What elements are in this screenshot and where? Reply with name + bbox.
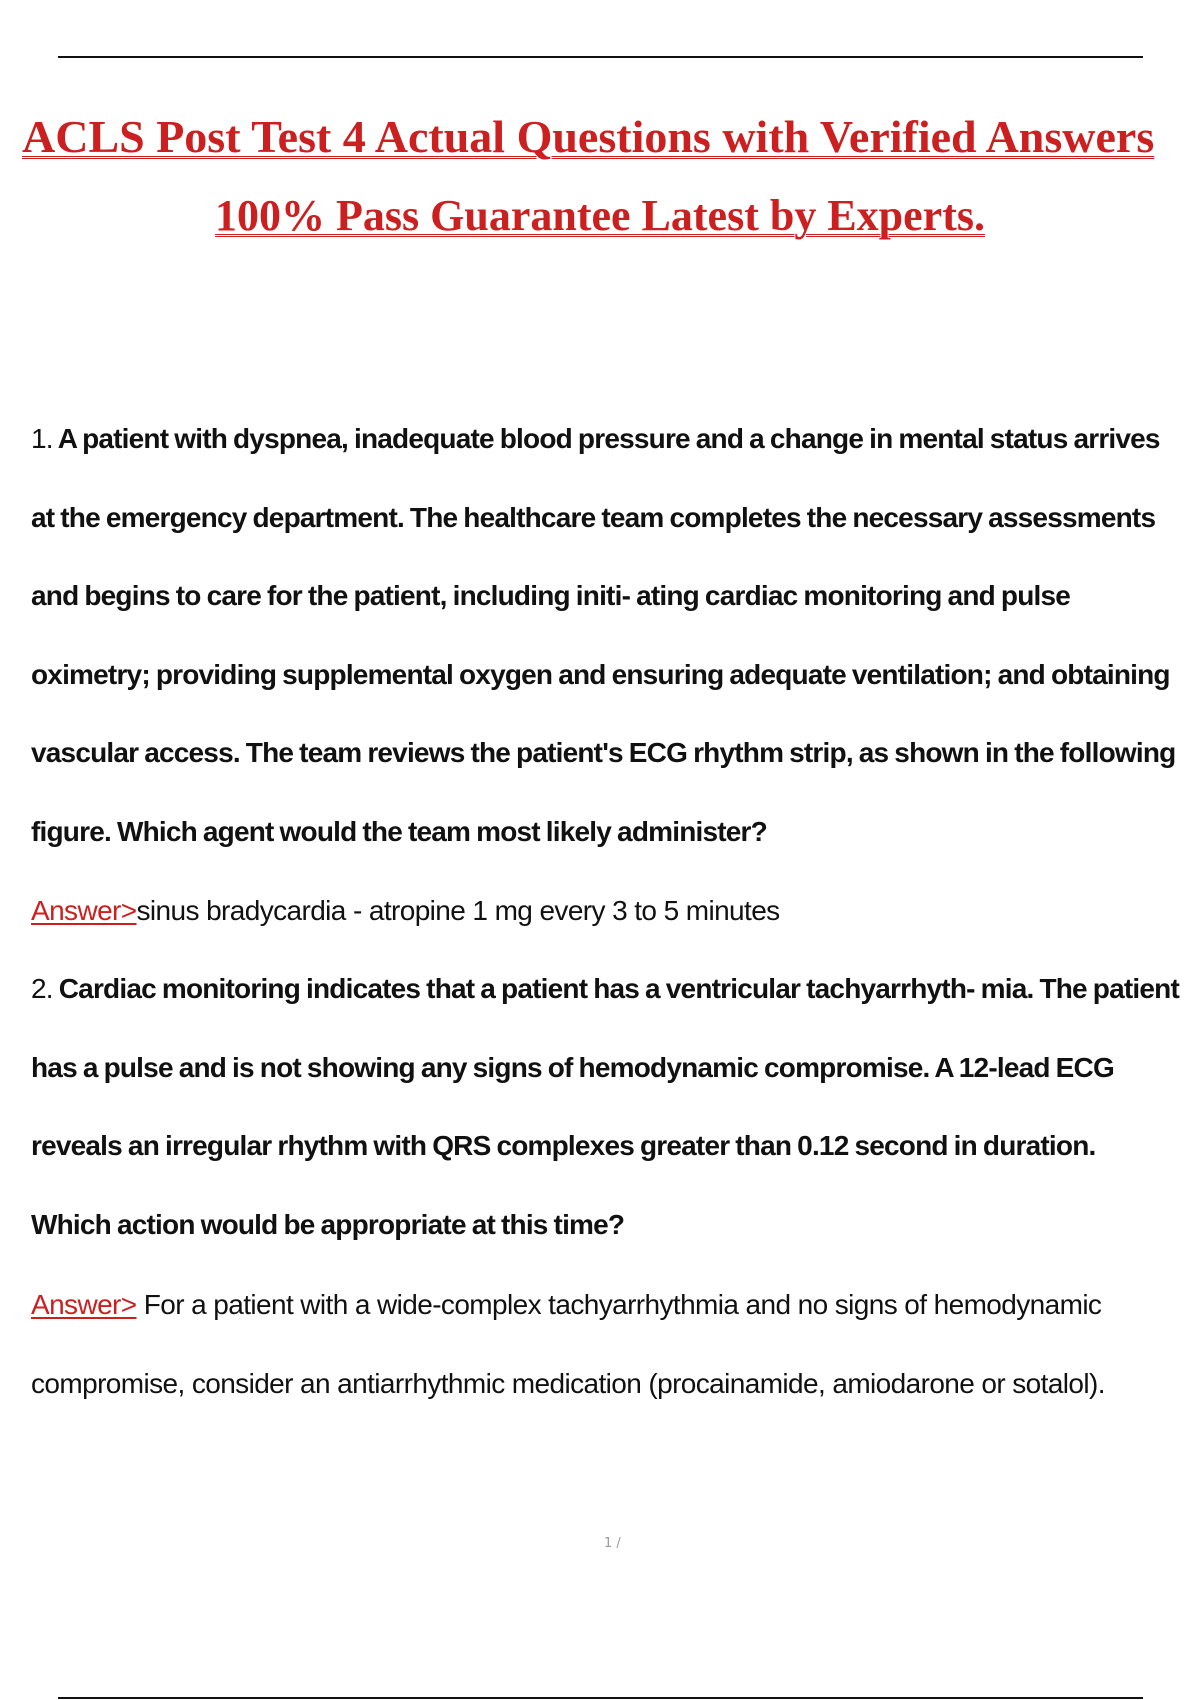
answer-label: Answer>: [31, 1289, 137, 1320]
answer-text-line-2: compromise, consider an antiarrhythmic medication (procainamide, amiodarone or sotalol).: [31, 1368, 1105, 1399]
question-1: [31, 400, 1181, 872]
answer-text-line-1: For a patient with a wide-complex tachyarrhythmia and no signs of hemodynamic: [143, 1289, 1102, 1320]
answer-2: [31, 1265, 1200, 1423]
title-line-1: ACLS Post Test 4 Actual Questions with Verified Answers: [22, 111, 1155, 162]
answer-1: [31, 871, 1200, 950]
question-number: 1.: [31, 423, 53, 454]
answer-label: Answer>: [31, 895, 137, 926]
question-2: [31, 950, 1181, 1264]
answer-line-1: [31, 1265, 1200, 1344]
question-text: Cardiac monitoring indicates that a patient has a ventricular tachyarrhyth- mia. The patient has a pulse and is not showing any signs of hemodynamic compromise. A 12-lead ECG reveals an irregular rhythm with QRS complexes greater than 0.12 second in duration. Which action would be appropriate at this time?: [31, 973, 1179, 1240]
top-rule: [58, 56, 1143, 58]
question-text: A patient with dyspnea, inadequate blood pressure and a change in mental status arrives at the emergency department. The healthcare team completes the necessary assessments and begins to care for the patient, including initi- ating cardiac monitoring and pulse oximetry; providing supplemental oxygen and ensuring adequate ventilation; and obtaining vascular access. The team reviews the patient's ECG rhythm strip, as shown in the following figure. Which agent would the team most likely administer?: [31, 423, 1176, 847]
question-number: 2.: [31, 973, 53, 1004]
title-line-2: 100% Pass Guarantee Latest by Experts.: [215, 191, 985, 240]
document-title: [22, 110, 1200, 163]
bottom-rule: [58, 1697, 1143, 1699]
page-indicator: 1 /: [604, 1536, 621, 1551]
answer-text: sinus bradycardia - atropine 1 mg every 3 to 5 minutes: [136, 895, 780, 926]
document-subtitle: [0, 190, 1200, 241]
